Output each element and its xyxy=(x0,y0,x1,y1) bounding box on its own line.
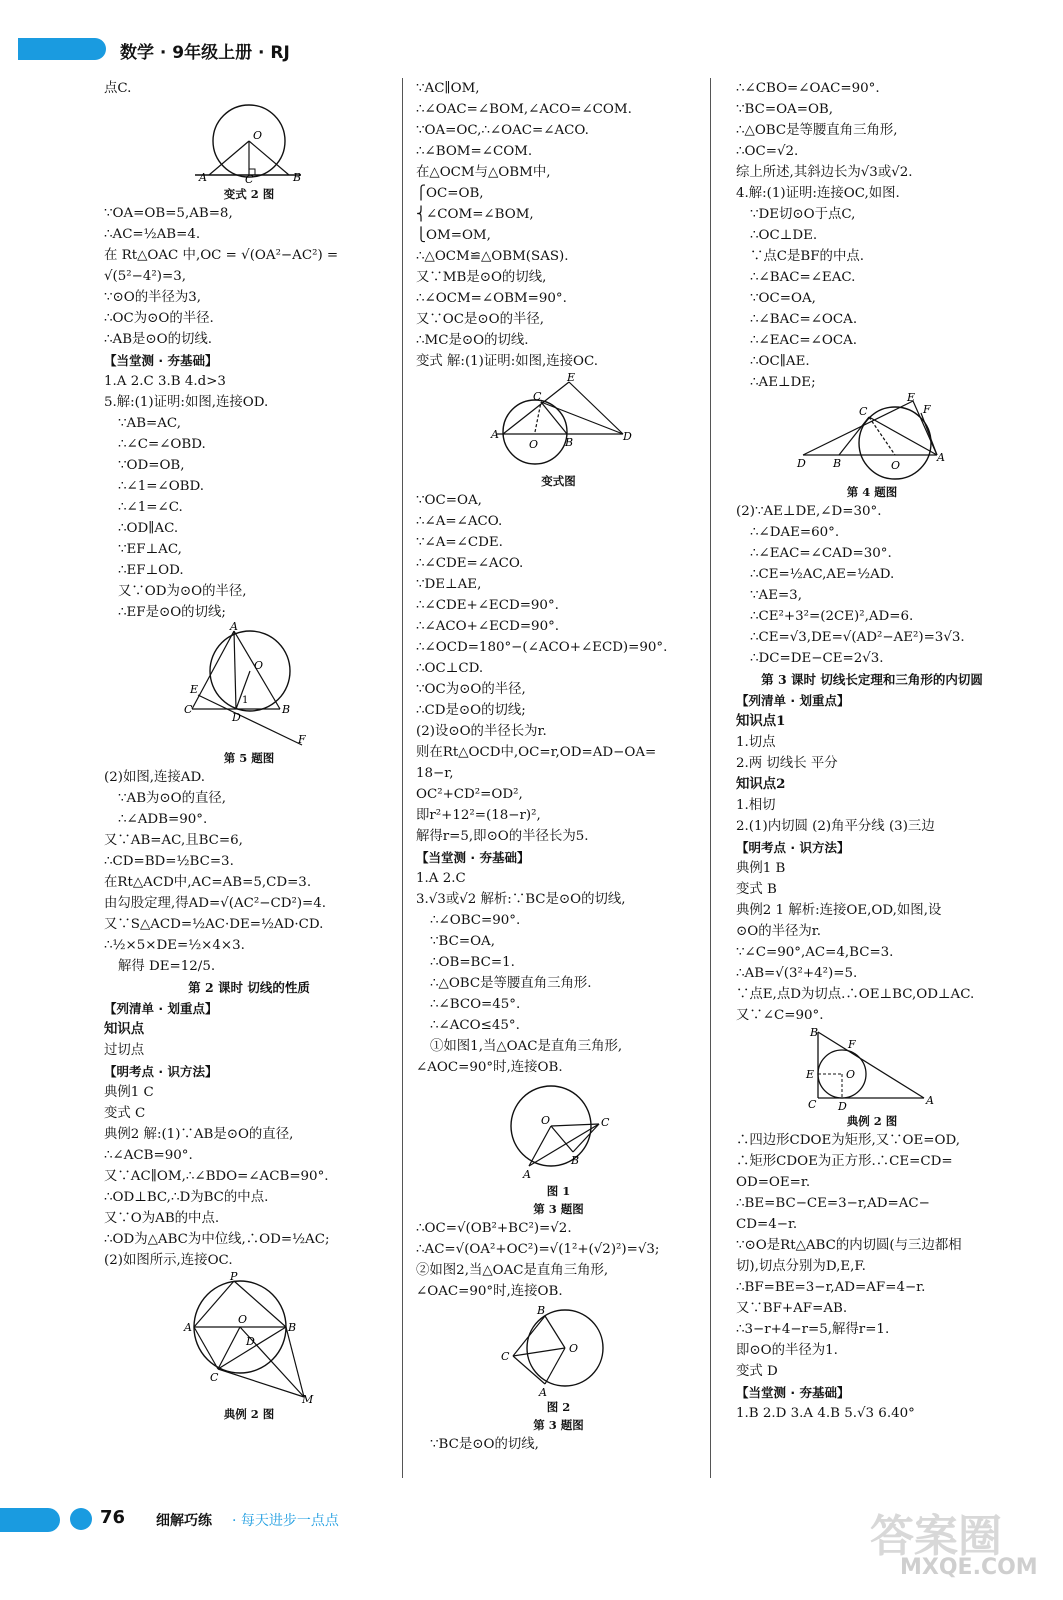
footer-bar xyxy=(0,1508,60,1532)
text-line: 知识点1 xyxy=(736,713,786,729)
svg-text:O: O xyxy=(891,459,901,472)
lesson-title: 第 3 课时 切线长定理和三角形的内切圆 xyxy=(761,672,983,687)
text-line: 变式 C xyxy=(104,1106,146,1121)
text-line: ⎧OC=OB, xyxy=(416,186,484,201)
text-line: ∴∠OBC=90°. xyxy=(430,913,521,928)
figure-caption: 变式图 xyxy=(541,474,576,488)
text-line: 2.两 切线长 平分 xyxy=(736,756,838,771)
text-line: ∵BC=OA, xyxy=(430,934,495,949)
svg-text:E: E xyxy=(566,371,575,384)
section-heading: 【列清单 · 划重点】 xyxy=(104,1001,218,1016)
svg-text:F: F xyxy=(298,733,306,746)
text-line: 典例2 1 解析:连接OE,OD,如图,设 xyxy=(736,903,942,918)
text-line: 1.A 2.C xyxy=(416,871,466,886)
figure-problem-3-2 xyxy=(499,1304,619,1399)
text-line: ∴四边形CDOE为矩形,又∵OE=OD, xyxy=(736,1133,960,1148)
figure-caption: 图 1 xyxy=(546,1184,571,1198)
text-line: 又∵∠C=90°. xyxy=(736,1008,824,1023)
text-line: 解得 DE=12/5. xyxy=(118,959,216,974)
text-line: ∴DC=DE−CE=2√3. xyxy=(750,651,884,666)
text-line: ∴∠ACB=90°. xyxy=(104,1148,193,1163)
svg-text:A: A xyxy=(490,428,499,441)
text-line: 在Rt△ACD中,AC=AB=5,CD=3. xyxy=(104,875,312,890)
figure-example-2 xyxy=(184,1270,314,1406)
text-line: 解得r=5,即⊙O的半径长为5. xyxy=(416,829,589,844)
text-line: 即r²+12²=(18−r)², xyxy=(416,808,541,823)
text-line: ∵∠C=90°,AC=4,BC=3. xyxy=(736,945,894,960)
text-line: ①如图1,当△OAC是直角三角形, xyxy=(430,1039,623,1054)
text-line: ∵EF⊥AC, xyxy=(118,542,182,557)
text-line: ∴OC为⊙O的半径. xyxy=(104,311,214,326)
watermark-logo: 答案圈 xyxy=(870,1511,1002,1562)
text-line: 变式 D xyxy=(736,1364,778,1379)
text-line: 变式 B xyxy=(736,882,777,897)
text-line: ∵OC=OA, xyxy=(416,493,482,508)
svg-text:P: P xyxy=(230,1270,238,1283)
text-line: 5.解:(1)证明:如图,连接OD. xyxy=(104,395,269,410)
text-line: ∴∠C=∠OBD. xyxy=(118,437,206,452)
svg-text:C: C xyxy=(500,1350,509,1363)
text-line: 在 Rt△OAC 中,OC = √(OA²−AC²) = xyxy=(104,248,339,263)
figure-problem-5 xyxy=(184,620,314,747)
text-line: ∴OC⊥DE. xyxy=(750,228,818,243)
text-line: ∵OA=OC,∴∠OAC=∠ACO. xyxy=(416,123,589,138)
svg-text:F: F xyxy=(848,1038,856,1051)
text-line: (2)设⊙O的半径长为r. xyxy=(416,724,547,739)
text-line: ∴CE=½AC,AE=½AD. xyxy=(750,567,895,582)
text-line: ∵BC是⊙O的切线, xyxy=(430,1437,539,1452)
svg-text:D: D xyxy=(797,457,806,470)
figure-caption: 第 5 题图 xyxy=(223,751,275,765)
svg-text:E: E xyxy=(806,1068,815,1081)
svg-text:A: A xyxy=(199,171,207,184)
text-line: (2)如图,连接AD. xyxy=(104,770,205,785)
svg-text:M: M xyxy=(302,1393,314,1406)
text-line: 变式 解:(1)证明:如图,连接OC. xyxy=(416,354,599,369)
svg-text:C: C xyxy=(859,405,868,418)
lesson-title: 第 2 课时 切线的性质 xyxy=(188,980,310,995)
text-line: ∴△OBC是等腰直角三角形. xyxy=(430,976,592,991)
text-line: 则在Rt△OCD中,OC=r,OD=AD−OA= xyxy=(416,745,657,760)
text-line: ∴∠BAC=∠EAC. xyxy=(750,270,856,285)
svg-text:A: A xyxy=(538,1386,547,1399)
svg-text:B: B xyxy=(570,1154,579,1167)
text-line: ∴∠EAC=∠CAD=30°. xyxy=(750,546,892,561)
text-line: ∵点E,点D为切点.∴OE⊥BC,OD⊥AC. xyxy=(736,987,975,1002)
svg-text:O: O xyxy=(568,1342,578,1355)
text-line: ∴AB=√(3²+4²)=5. xyxy=(736,966,858,981)
svg-text:C: C xyxy=(808,1098,817,1111)
svg-text:D: D xyxy=(246,1335,255,1348)
column-3 xyxy=(736,78,1008,1424)
figure-caption: 第 3 题图 xyxy=(533,1202,584,1216)
svg-text:O: O xyxy=(528,438,538,451)
svg-text:O: O xyxy=(540,1114,550,1127)
text-line: 典例2 解:(1)∵AB是⊙O的直径, xyxy=(104,1127,294,1142)
text-line: 2.(1)内切圆 (2)角平分线 (3)三边 xyxy=(736,819,935,834)
text-line: 由勾股定理,得AD=√(AC²−CD²)=4. xyxy=(104,896,327,911)
svg-text:E: E xyxy=(190,683,199,696)
figure-caption: 第 3 题图 xyxy=(533,1418,584,1432)
text-line: 又∵S△ACD=½AC·DE=½AD·CD. xyxy=(104,917,324,932)
text-line: ∵⊙O是Rt△ABC的内切圆(与三边都相 xyxy=(736,1238,962,1253)
text-line: ∴CD=BD=½BC=3. xyxy=(104,854,234,869)
svg-text:F: F xyxy=(923,403,931,416)
text-line: ∴OB=BC=1. xyxy=(430,955,515,970)
figure-caption: 图 2 xyxy=(546,1400,571,1414)
svg-text:A: A xyxy=(230,620,238,633)
text-line: ∴∠ACO≤45°. xyxy=(430,1018,520,1033)
figure-example-2-incircle xyxy=(802,1026,942,1113)
text-line: ∴OC=√(OB²+BC²)=√2. xyxy=(416,1221,572,1236)
text-line: 知识点2 xyxy=(736,776,786,792)
text-line: ∴EF⊥OD. xyxy=(118,563,184,578)
text-line: ∴∠CDE+∠ECD=90°. xyxy=(416,598,559,613)
text-line: ∴∠ADB=90°. xyxy=(118,812,208,827)
column-divider-2 xyxy=(710,78,711,1478)
text-line: ∠AOC=90°时,连接OB. xyxy=(416,1060,563,1075)
text-line: ∴∠OAC=∠BOM,∠ACO=∠COM. xyxy=(416,102,632,117)
watermark-url: MXQE.COM xyxy=(900,1555,1038,1580)
svg-text:1: 1 xyxy=(242,695,249,706)
text-line: ∴AC=√(OA²+OC²)=√(1²+(√2)²)=√3; xyxy=(416,1242,660,1257)
text-line: (2)∵AE⊥DE,∠D=30°. xyxy=(736,504,882,519)
text-line: ∵AE=3, xyxy=(750,588,802,603)
text-line: ∴△OBC是等腰直角三角形, xyxy=(736,123,898,138)
figure-problem-3-1 xyxy=(499,1080,619,1180)
text-line: ∴BE=BC−CE=3−r,AD=AC− xyxy=(736,1196,930,1211)
svg-text:O: O xyxy=(253,129,263,142)
text-line: ∴CE²+3²=(2CE)²,AD=6. xyxy=(750,609,914,624)
text-line: ∴OD⊥BC,∴D为BC的中点. xyxy=(104,1190,269,1205)
svg-text:B: B xyxy=(833,457,842,470)
text-line: ∴BF=BE=3−r,AD=AF=4−r. xyxy=(736,1280,926,1295)
text-line: ∴∠ACO+∠ECD=90°. xyxy=(416,619,560,634)
svg-text:O: O xyxy=(846,1068,856,1081)
text-line: 又∵BF+AF=AB. xyxy=(736,1301,848,1316)
text-line: √(5²−4²)=3, xyxy=(104,269,186,284)
figure-caption: 典例 2 图 xyxy=(223,1407,275,1421)
svg-text:B: B xyxy=(293,171,302,184)
text-line: ∴∠DAE=60°. xyxy=(750,525,840,540)
text-line: ∴∠OCM=∠OBM=90°. xyxy=(416,291,567,306)
text-line: ∵BC=OA=OB, xyxy=(736,102,834,117)
text-line: 又∵AC∥OM,∴∠BDO=∠ACB=90°. xyxy=(104,1169,329,1184)
text-line: ∵OC=OA, xyxy=(750,291,816,306)
column-2 xyxy=(416,78,701,1455)
section-heading: 【当堂测 · 夯基础】 xyxy=(736,1385,850,1400)
svg-text:B: B xyxy=(564,436,573,449)
text-line: ∵OA=OB=5,AB=8, xyxy=(104,206,233,221)
text-line: 又∵MB是⊙O的切线, xyxy=(416,270,547,285)
text-line: ∵OC为⊙O的半径, xyxy=(416,682,526,697)
figure-caption: 典例 2 图 xyxy=(846,1114,898,1128)
svg-text:B: B xyxy=(536,1304,545,1317)
text-line: 1.相切 xyxy=(736,798,776,813)
column-1 xyxy=(104,78,394,1423)
text-line: ∴△OCM≌△OBM(SAS). xyxy=(416,249,569,264)
svg-text:O: O xyxy=(254,659,264,672)
text-line: 知识点 xyxy=(104,1021,145,1037)
footer-slogan: · 每天进步一点点 xyxy=(232,1513,339,1529)
text-line: ∴∠CBO=∠OAC=90°. xyxy=(736,81,880,96)
svg-text:C: C xyxy=(532,390,541,403)
text-line: 在△OCM与△OBM中, xyxy=(416,165,551,180)
text-line: ∴∠EAC=∠OCA. xyxy=(750,333,858,348)
header-title: 数学 · 9年级上册 · RJ xyxy=(120,43,290,63)
text-line: ∵AB=AC, xyxy=(118,416,181,431)
text-line: 过切点 xyxy=(104,1043,145,1058)
text-line: ∴∠A=∠ACO. xyxy=(416,514,503,529)
svg-text:B: B xyxy=(288,1321,297,1334)
text-line: 即⊙O的半径为1. xyxy=(736,1343,838,1358)
text-line: ∴矩形CDOE为正方形.∴CE=CD= xyxy=(736,1154,953,1169)
text-line: ∵⊙O的半径为3, xyxy=(104,290,202,305)
footer-dot xyxy=(70,1508,92,1530)
text-line: ②如图2,当△OAC是直角三角形, xyxy=(416,1263,609,1278)
text-line: 1.A 2.C 3.B 4.d>3 xyxy=(104,374,226,389)
section-heading: 【当堂测 · 夯基础】 xyxy=(416,850,530,865)
svg-text:A: A xyxy=(937,451,945,464)
text-line: ∴OC=√2. xyxy=(736,144,799,159)
figure-caption: 第 4 题图 xyxy=(846,485,898,499)
section-heading: 【明考点 · 识方法】 xyxy=(736,840,850,855)
text-line: ⎩OM=OM, xyxy=(416,228,491,243)
text-line: ∴∠CDE=∠ACO. xyxy=(416,556,524,571)
svg-text:A: A xyxy=(926,1094,934,1107)
svg-text:A: A xyxy=(522,1168,531,1181)
svg-text:B: B xyxy=(810,1026,819,1039)
svg-text:C: C xyxy=(210,1371,219,1384)
text-line: ∵AC∥OM, xyxy=(416,81,480,96)
text-line: ∵点C是BF的中点. xyxy=(750,249,864,264)
text-line: ∴CD是⊙O的切线; xyxy=(416,703,526,718)
text-line: 典例1 B xyxy=(736,861,786,876)
svg-text:A: A xyxy=(184,1321,192,1334)
text-line: 点C. xyxy=(104,81,132,96)
text-line: 又∵AB=AC,且BC=6, xyxy=(104,833,243,848)
text-line: ∠OAC=90°时,连接OB. xyxy=(416,1284,563,1299)
text-line: ∴AE⊥DE; xyxy=(750,375,816,390)
text-line: CD=4−r. xyxy=(736,1217,798,1232)
text-line: ∴AC=½AB=4. xyxy=(104,227,201,242)
svg-text:O: O xyxy=(238,1313,248,1326)
figure-variant-2 xyxy=(189,101,309,186)
text-line: ∵DE⊥AE, xyxy=(416,577,482,592)
text-line: ∴∠BAC=∠OCA. xyxy=(750,312,858,327)
text-line: ∴∠OCD=180°−(∠ACO+∠ECD)=90°. xyxy=(416,640,668,655)
text-line: ∴∠1=∠C. xyxy=(118,500,183,515)
text-line: OD=OE=r. xyxy=(736,1175,811,1190)
text-line: ⊙O的半径为r. xyxy=(736,924,821,939)
text-line: 典例1 C xyxy=(104,1085,154,1100)
text-line: ∴∠BCO=45°. xyxy=(430,997,521,1012)
text-line: ∴OC⊥CD. xyxy=(416,661,484,676)
text-line: ∴EF是⊙O的切线; xyxy=(118,605,226,620)
text-line: ∴AB是⊙O的切线. xyxy=(104,332,213,347)
text-line: 综上所述,其斜边长为√3或√2. xyxy=(736,165,913,180)
text-line: ∵OD=OB, xyxy=(118,458,185,473)
svg-text:C: C xyxy=(600,1116,609,1129)
text-line: ∴∠BOM=∠COM. xyxy=(416,144,533,159)
svg-text:C: C xyxy=(245,173,254,186)
footer-brand: 细解巧练 xyxy=(156,1513,212,1529)
text-line: ∴MC是⊙O的切线. xyxy=(416,333,529,348)
text-line: 又∵OC是⊙O的半径, xyxy=(416,312,545,327)
text-line: ∵AB为⊙O的直径, xyxy=(118,791,227,806)
svg-text:D: D xyxy=(622,430,632,443)
text-line: 3.√3或√2 解析:∵BC是⊙O的切线, xyxy=(416,892,626,907)
section-heading: 【明考点 · 识方法】 xyxy=(104,1064,218,1079)
svg-text:C: C xyxy=(184,703,193,716)
figure-variant xyxy=(489,371,632,470)
text-line: 4.解:(1)证明:连接OC,如图. xyxy=(736,186,900,201)
svg-text:D: D xyxy=(838,1100,847,1113)
text-line: ∴CE=√3,DE=√(AD²−AE²)=3√3. xyxy=(750,630,965,645)
text-line: ∴½×5×DE=½×4×3. xyxy=(104,938,245,953)
text-line: ∴OD∥AC. xyxy=(118,521,179,536)
text-line: ∴OD为△ABC为中位线,∴OD=½AC; xyxy=(104,1232,330,1247)
section-heading: 【当堂测 · 夯基础】 xyxy=(104,353,218,368)
figure-problem-4 xyxy=(797,391,947,481)
figure-caption: 变式 2 图 xyxy=(223,187,275,201)
header-bar xyxy=(18,38,106,60)
svg-text:B: B xyxy=(282,703,291,716)
svg-text:D: D xyxy=(232,711,241,724)
text-line: ∴∠1=∠OBD. xyxy=(118,479,205,494)
text-line: ∴3−r+4−r=5,解得r=1. xyxy=(736,1322,890,1337)
text-line: 1.B 2.D 3.A 4.B 5.√3 6.40° xyxy=(736,1406,915,1421)
text-line: 1.切点 xyxy=(736,735,776,750)
text-line: 又∵OD为⊙O的半径, xyxy=(118,584,247,599)
text-line: OC²+CD²=OD², xyxy=(416,787,523,802)
column-divider-1 xyxy=(402,78,403,1478)
text-line: 18−r, xyxy=(416,766,454,781)
text-line: ∵DE切⊙O于点C, xyxy=(750,207,856,222)
text-line: ∴OC∥AE. xyxy=(750,354,810,369)
text-line: 切),切点分别为D,E,F. xyxy=(736,1259,866,1274)
svg-text:E: E xyxy=(907,391,916,404)
text-line: (2)如图所示,连接OC. xyxy=(104,1253,233,1268)
section-heading: 【列清单 · 划重点】 xyxy=(736,693,850,708)
text-line: 又∵O为AB的中点. xyxy=(104,1211,220,1226)
text-line: ∵∠A=∠CDE. xyxy=(416,535,503,550)
text-line: ⎨∠COM=∠BOM, xyxy=(416,207,534,222)
page-number: 76 xyxy=(100,1507,126,1528)
